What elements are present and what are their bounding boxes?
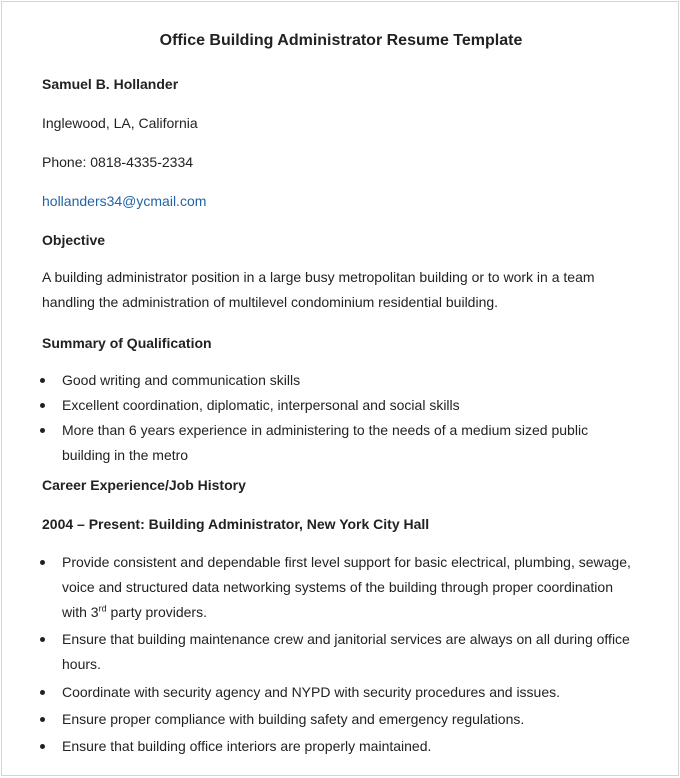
list-item: Ensure that building maintenance crew and janitorial services are always on all during office hours.	[42, 627, 632, 677]
list-item: Good writing and communication skills	[42, 368, 652, 393]
list-item: Ensure that building office interiors are properly maintained.	[42, 734, 652, 759]
list-item: Coordinate with security agency and NYPD with security procedures and issues.	[42, 680, 652, 705]
list-item	[42, 550, 632, 625]
list-item: Ensure proper compliance with building safety and emergency regulations.	[42, 707, 652, 732]
list-item: More than 6 years experience in administering to the needs of a medium sized public building in the metro	[42, 418, 622, 468]
list-item-tail: party providers.	[106, 604, 207, 620]
contact-name: Samuel B. Hollander	[42, 76, 179, 92]
contact-address: Inglewood, LA, California	[42, 115, 198, 131]
resume-page	[1, 1, 679, 776]
career-heading: Career Experience/Job History	[42, 477, 246, 493]
job-title: 2004 – Present: Building Administrator, New York City Hall	[42, 516, 430, 532]
career-list	[42, 550, 652, 759]
qualifications-heading: Summary of Qualification	[42, 335, 212, 351]
objective-text: A building administrator position in a large busy metropolitan building or to work in a team handling the administration of multilevel condominium residential building.	[42, 269, 595, 310]
list-item-text: Provide consistent and dependable first level support for basic electrical, plumbing, sewage, voice and structured data networking systems of the building through proper coordination with 3	[62, 554, 631, 620]
list-item: Excellent coordination, diplomatic, interpersonal and social skills	[42, 393, 652, 418]
objective-heading: Objective	[42, 232, 106, 248]
contact-phone: Phone: 0818-4335-2334	[42, 154, 194, 170]
ordinal-suffix: rd	[98, 603, 107, 614]
page-title: Office Building Administrator Resume Template	[159, 32, 523, 49]
contact-email[interactable]: hollanders34@ycmail.com	[42, 193, 207, 209]
qualifications-list	[42, 368, 652, 468]
